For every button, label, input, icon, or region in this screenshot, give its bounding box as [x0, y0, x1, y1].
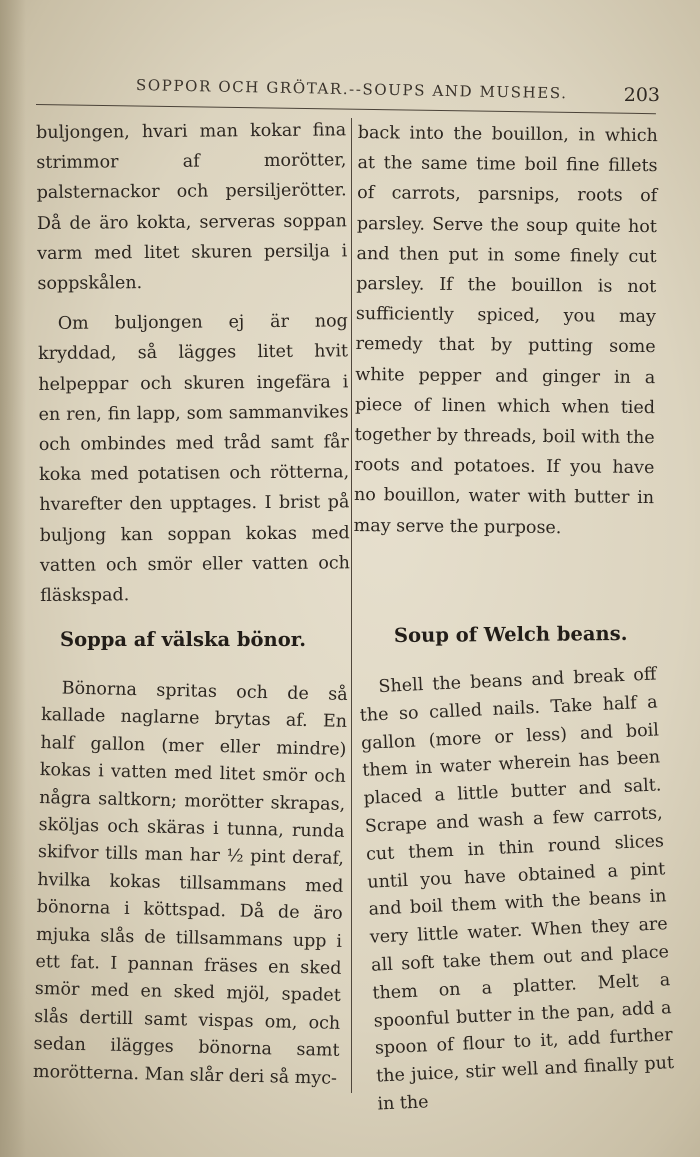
recipe-heading-english: Soup of Welch beans.	[393, 621, 628, 647]
paragraph: Bönorna spritas och de så kallade naglarne brytas af. En half gallon (mer eller mindre) kokas i vatten med litet smör och några saltkorn; morötter skrapas, sköljas och skäras i tunna, runda skifvor tills man har ½ pint deraf, hvilka kokas tillsammans med bönorna i köttspad. Då de äro mjuka slås de tillsammans upp i ett fat. I pannan fräses en sked smör med en sked mjöl, spadet slås dertill samt vispas om, och sedan ilägges bönorna samt morötterna. Man slår deri så myc-	[32, 678, 348, 1089]
right-column-recipe-text	[358, 661, 676, 1119]
left-column-top-text	[36, 115, 350, 611]
paragraph: Om buljongen ej är nog kryddad, så lägges litet hvit helpeppar och skuren ingefära i en ren, fin lapp, som sammanvikes och ombindes med tråd samt får koka med potatisen och rötterna, hvarefter den upptages. I brist på buljong kan soppan kokas med vatten och smör eller vatten och fläskspad.	[37, 311, 350, 607]
page-number: 203	[623, 84, 660, 106]
paragraph: buljongen, hvari man kokar fina strimmor af morötter, palsternackor och persiljerötter. Då de äro kokta, serveras soppan varm med litet skuren persilja i soppskålen.	[36, 120, 348, 295]
left-column-recipe-text	[33, 675, 348, 1093]
running-title: SOPPOR OCH GRÖTAR.--SOUPS AND MUSHES.	[135, 76, 568, 103]
right-column-top-text	[354, 118, 658, 544]
paragraph: back into the bouillon, in which at the same time boil fine fillets of carrots, parsnips, roots of parsley. Serve the soup quite hot and then put in some finely cut parsley. If the bouillon is not sufficiently spiced, you may remedy that by putting some white pepper and ginger in a piece of linen which when tied together by threads, boil with the roots and potatoes. If you have no bouillon, water with butter in may serve the purpose.	[353, 122, 658, 538]
recipe-heading-swedish: Soppa af välska bönor.	[60, 628, 306, 651]
running-header	[36, 72, 660, 106]
column-divider	[351, 118, 352, 1093]
paragraph: Shell the beans and break off the so called nails. Take half a gallon (more or less) and boil them in water wherein has been placed a little butter and salt. Scrape and wash a few carrots, cut them in thin round slices until you have obtained a pint and boil them with the beans in very little water. When they are all soft take them out and place them on a platter. Melt a spoonful butter in the pan, add a spoon of flour to it, add further the juice, stir well and finally put in the	[359, 664, 675, 1115]
